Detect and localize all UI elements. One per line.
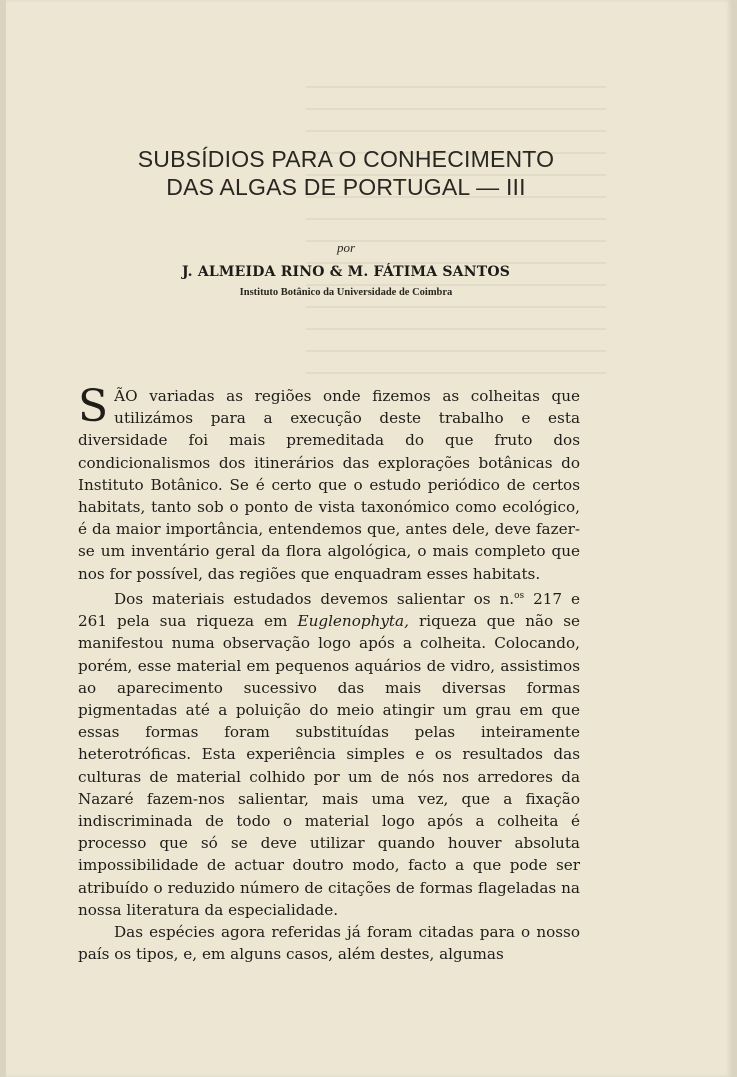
authors: J. ALMEIDA RINO & M. FÁTIMA SANTOS xyxy=(181,264,511,280)
paragraph-2-text-a: Dos materiais estudados devemos salientar os n. xyxy=(114,589,515,608)
article-title-line-1: SUBSÍDIOS PARA O CONHECIMENTO xyxy=(137,146,555,172)
affiliation: Instituto Botânico da Universidade de Coimbra xyxy=(239,287,453,298)
taxon-name: Euglenophyta, xyxy=(297,612,409,631)
show-through-text xyxy=(306,86,606,386)
page xyxy=(6,0,732,1077)
paragraph-1-text: ÃO variadas as regiões onde fizemos as colheitas que utilizámos para a execução deste trabalho e esta diversidade foi mais premeditada do que fruto dos condicionalismos dos itinerários das explorações botânicas do Instituto Botânico. Se é certo que o estudo periódico de certos habitats, tanto sob o ponto de vista taxonómico como ecológico, é da maior importância, entendemos que, antes dele, deve fazer-se um inventário geral da flora algológica, o mais completo que nos for possível, das regiões que enquadram esses habitats. xyxy=(78,387,580,583)
drop-cap: S xyxy=(78,381,109,432)
paragraph-2-text-b: 217 e 261 pela sua riqueza em xyxy=(78,589,580,631)
superscript-os: os xyxy=(514,590,525,601)
paragraph-1 xyxy=(78,381,580,585)
article-body xyxy=(78,381,580,965)
paragraph-3: Das espécies agora referidas já foram citadas para o nosso país os tipos, e, em alguns casos, além destes, algumas xyxy=(78,922,580,964)
paragraph-2-text-c: riqueza que não se manifestou numa observação logo após a colheita. Colocando, porém, esse material em pequenos aquários de vidro, assistimos ao aparecimento sucessivo das mais diversas formas pigmentadas até a poluição do meio atingir um grau em que essas formas foram substituídas pelas inteiramente heterotróficas. Esta experiência simples e os resultados das culturas de material colhido por um de nós nos arredores da Nazaré fazem-nos salientar, mais uma vez, que a fixação indiscriminada de todo o material logo após a colheita é processo que só se deve utilizar quando houver absoluta impossibilidade de actuar doutro modo, facto a que pode ser atribuído o reduzido número de citações de formas flageladas na nossa literatura da especialidade. xyxy=(78,612,580,919)
article-title-line-2: DAS ALGAS DE PORTUGAL — III xyxy=(166,174,526,200)
paragraph-2 xyxy=(78,585,580,921)
by-label: por xyxy=(336,240,356,255)
